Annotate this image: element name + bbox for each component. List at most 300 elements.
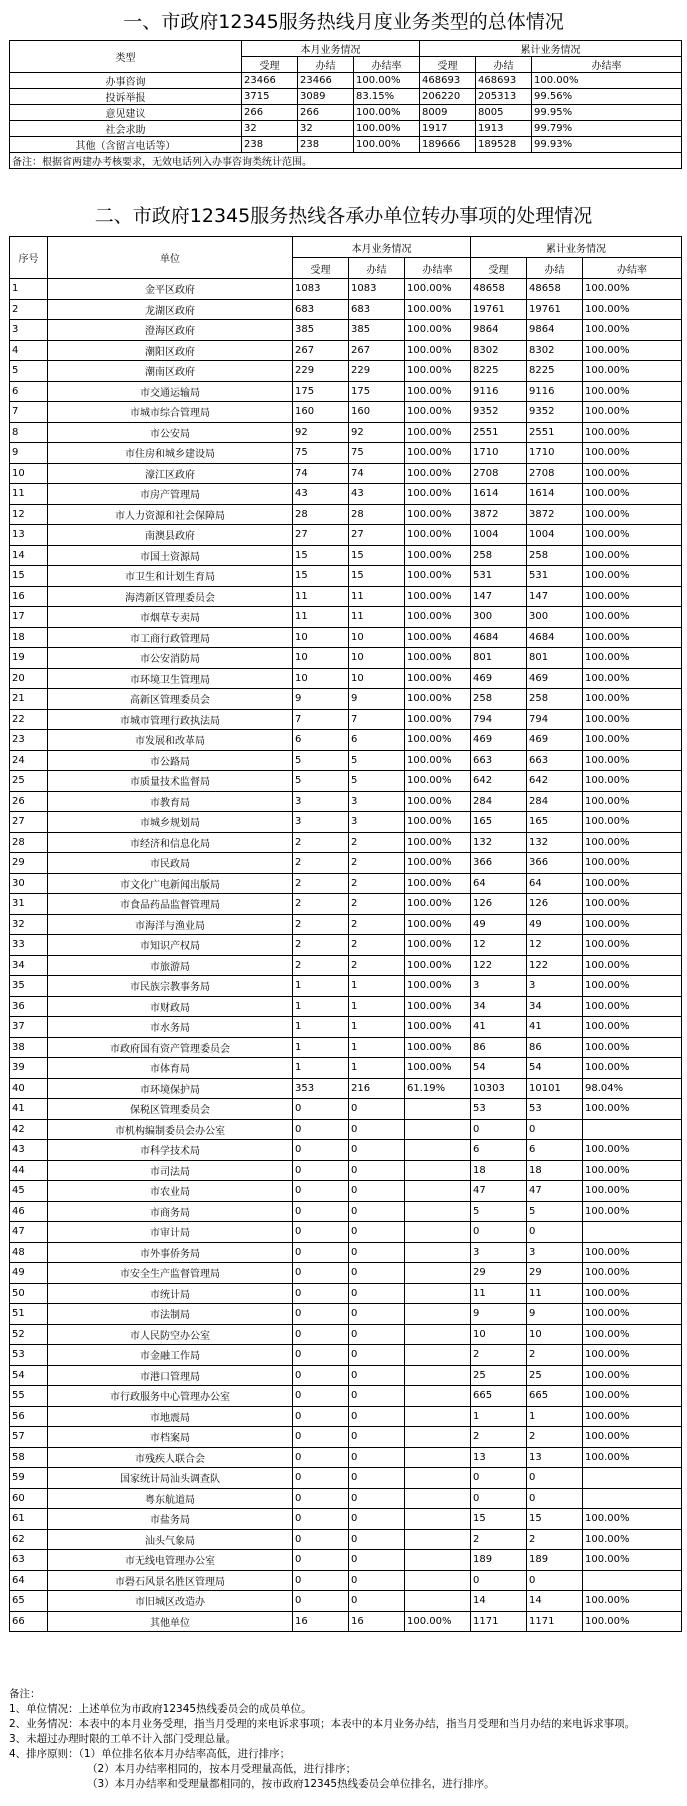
cell-month-handled: 28 — [349, 504, 405, 525]
cell-no: 24 — [10, 750, 48, 771]
cell-month-handled: 0 — [349, 1386, 405, 1407]
cell-cum-received: 206220 — [420, 89, 476, 105]
cell-month-rate — [405, 1570, 471, 1591]
cell-month-rate — [405, 1263, 471, 1284]
cell-month-received: 1 — [293, 1037, 349, 1058]
cell-month-handled: 160 — [349, 402, 405, 423]
cell-no: 14 — [10, 545, 48, 566]
cell-month-received: 0 — [293, 1283, 349, 1304]
cell-cum-received: 3 — [471, 976, 527, 997]
cell-cum-rate: 100.00% — [583, 340, 682, 361]
cell-month-rate: 100.00% — [405, 361, 471, 382]
cell-cum-received: 469 — [471, 730, 527, 751]
cell-cum-received: 9864 — [471, 320, 527, 341]
cell-month-handled: 0 — [349, 1099, 405, 1120]
cell-cum-received: 189 — [471, 1550, 527, 1571]
cell-month-rate — [405, 1304, 471, 1325]
cell-month-received: 0 — [293, 1099, 349, 1120]
cell-unit: 市地震局 — [48, 1406, 293, 1427]
cell-month-received: 267 — [293, 340, 349, 361]
cell-cum-handled: 205313 — [476, 89, 532, 105]
table-row — [10, 279, 682, 300]
cell-no: 17 — [10, 607, 48, 628]
cell-month-handled: 0 — [349, 1181, 405, 1202]
cell-cum-rate: 100.00% — [583, 853, 682, 874]
cell-cum-rate: 100.00% — [583, 1529, 682, 1550]
unit-handling-table — [9, 236, 682, 1632]
cell-month-rate: 100.00% — [354, 137, 420, 153]
cell-cum-received: 9 — [471, 1304, 527, 1325]
header-received: 受理 — [242, 57, 298, 73]
cell-cum-received: 531 — [471, 566, 527, 587]
cell-cum-handled: 284 — [527, 791, 583, 812]
cell-month-received: 0 — [293, 1427, 349, 1448]
cell-month-rate: 100.00% — [405, 976, 471, 997]
cell-cum-received: 0 — [471, 1119, 527, 1140]
cell-cum-handled: 15 — [527, 1509, 583, 1530]
cell-cum-handled: 801 — [527, 648, 583, 669]
table-row — [10, 525, 682, 546]
cell-unit: 市发展和改革局 — [48, 730, 293, 751]
cell-cum-handled: 3 — [527, 976, 583, 997]
cell-cum-received: 11 — [471, 1283, 527, 1304]
cell-cum-rate: 100.00% — [583, 648, 682, 669]
cell-cum-rate: 100.00% — [583, 1386, 682, 1407]
cell-no: 58 — [10, 1447, 48, 1468]
cell-no: 9 — [10, 443, 48, 464]
cell-cum-handled: 8225 — [527, 361, 583, 382]
cell-no: 4 — [10, 340, 48, 361]
cell-month-rate: 100.00% — [405, 709, 471, 730]
cell-cum-handled: 189528 — [476, 137, 532, 153]
cell-month-handled: 229 — [349, 361, 405, 382]
table-row — [10, 1078, 682, 1099]
cell-cum-handled: 126 — [527, 894, 583, 915]
cell-cum-handled: 663 — [527, 750, 583, 771]
cell-cum-handled: 132 — [527, 832, 583, 853]
cell-month-received: 0 — [293, 1304, 349, 1325]
header-cum-group: 累计业务情况 — [420, 41, 682, 57]
cell-no: 19 — [10, 648, 48, 669]
cell-month-received: 10 — [293, 668, 349, 689]
table-row — [10, 1283, 682, 1304]
cell-cum-handled: 11 — [527, 1283, 583, 1304]
cell-month-received: 0 — [293, 1550, 349, 1571]
cell-cum-rate: 100.00% — [583, 525, 682, 546]
cell-cum-received: 53 — [471, 1099, 527, 1120]
table-row — [10, 1201, 682, 1222]
cell-cum-received: 2 — [471, 1345, 527, 1366]
cell-no: 47 — [10, 1222, 48, 1243]
cell-unit: 市公安局 — [48, 422, 293, 443]
cell-cum-rate: 100.00% — [583, 1058, 682, 1079]
header-month-group: 本月业务情况 — [293, 237, 471, 258]
header-received: 受理 — [420, 57, 476, 73]
cell-cum-handled: 3872 — [527, 504, 583, 525]
cell-no: 33 — [10, 935, 48, 956]
cell-no: 7 — [10, 402, 48, 423]
cell-month-received: 0 — [293, 1242, 349, 1263]
cell-cum-received: 47 — [471, 1181, 527, 1202]
cell-month-received: 0 — [293, 1181, 349, 1202]
cell-cum-handled: 9864 — [527, 320, 583, 341]
cell-month-received: 2 — [293, 955, 349, 976]
cell-no: 11 — [10, 484, 48, 505]
cell-month-handled: 10 — [349, 668, 405, 689]
cell-month-rate: 100.00% — [405, 1037, 471, 1058]
cell-cum-handled: 10 — [527, 1324, 583, 1345]
cell-month-rate: 100.00% — [405, 955, 471, 976]
cell-no: 59 — [10, 1468, 48, 1489]
cell-month-rate: 100.00% — [405, 586, 471, 607]
cell-cum-received: 1004 — [471, 525, 527, 546]
table-row — [10, 1160, 682, 1181]
cell-cum-received: 4684 — [471, 627, 527, 648]
cell-cum-handled: 258 — [527, 689, 583, 710]
cell-no: 44 — [10, 1160, 48, 1181]
cell-month-rate — [405, 1140, 471, 1161]
cell-cum-handled: 9352 — [527, 402, 583, 423]
cell-unit: 市审计局 — [48, 1222, 293, 1243]
cell-cum-received: 2 — [471, 1427, 527, 1448]
cell-unit: 市农业局 — [48, 1181, 293, 1202]
cell-cum-handled: 18 — [527, 1160, 583, 1181]
cell-cum-received: 132 — [471, 832, 527, 853]
table-row — [10, 402, 682, 423]
table-row — [10, 1406, 682, 1427]
table-row — [10, 689, 682, 710]
cell-cum-rate: 100.00% — [583, 1263, 682, 1284]
cell-cum-handled: 1171 — [527, 1611, 583, 1632]
cell-cum-rate: 100.00% — [583, 1160, 682, 1181]
cell-no: 31 — [10, 894, 48, 915]
cell-month-handled: 1 — [349, 1058, 405, 1079]
cell-month-handled: 0 — [349, 1468, 405, 1489]
cell-no: 18 — [10, 627, 48, 648]
cell-cum-received: 0 — [471, 1488, 527, 1509]
cell-month-handled: 9 — [349, 689, 405, 710]
cell-month-rate: 100.00% — [405, 996, 471, 1017]
cell-month-received: 0 — [293, 1447, 349, 1468]
table-row — [10, 381, 682, 402]
cell-month-rate: 100.00% — [405, 853, 471, 874]
table-row — [10, 1222, 682, 1243]
cell-cum-rate: 100.00% — [583, 607, 682, 628]
cell-month-received: 28 — [293, 504, 349, 525]
cell-month-handled: 1 — [349, 1037, 405, 1058]
cell-month-handled: 175 — [349, 381, 405, 402]
cell-month-received: 266 — [242, 105, 298, 121]
cell-no: 53 — [10, 1345, 48, 1366]
cell-month-rate — [405, 1406, 471, 1427]
cell-cum-rate: 100.00% — [583, 1304, 682, 1325]
table-row — [10, 1140, 682, 1161]
cell-cum-received: 665 — [471, 1386, 527, 1407]
table-row — [10, 750, 682, 771]
cell-month-rate: 100.00% — [405, 791, 471, 812]
cell-month-received: 175 — [293, 381, 349, 402]
cell-cum-received: 6 — [471, 1140, 527, 1161]
cell-month-rate — [405, 1386, 471, 1407]
cell-month-received: 3715 — [242, 89, 298, 105]
cell-cum-rate: 100.00% — [583, 1201, 682, 1222]
cell-cum-received: 165 — [471, 812, 527, 833]
cell-month-received: 0 — [293, 1529, 349, 1550]
cell-cum-handled: 642 — [527, 771, 583, 792]
cell-cum-rate: 100.00% — [583, 484, 682, 505]
cell-cum-handled: 2 — [527, 1427, 583, 1448]
cell-month-received: 0 — [293, 1386, 349, 1407]
cell-month-received: 2 — [293, 935, 349, 956]
cell-cum-rate: 100.00% — [583, 1406, 682, 1427]
cell-unit: 国家统计局汕头调查队 — [48, 1468, 293, 1489]
cell-no: 66 — [10, 1611, 48, 1632]
table-row — [10, 1058, 682, 1079]
table-row — [10, 299, 682, 320]
cell-cum-handled: 1710 — [527, 443, 583, 464]
table-row — [10, 1099, 682, 1120]
cell-no: 23 — [10, 730, 48, 751]
table-row — [10, 504, 682, 525]
note-line: 1、单位情况：上述单位为市政府12345热线委员会的成员单位。 — [9, 1703, 312, 1715]
cell-cum-received: 19761 — [471, 299, 527, 320]
table-row — [10, 443, 682, 464]
table-row — [10, 935, 682, 956]
cell-cum-handled: 189 — [527, 1550, 583, 1571]
cell-cum-received: 13 — [471, 1447, 527, 1468]
cell-unit: 市交通运输局 — [48, 381, 293, 402]
cell-month-rate: 100.00% — [405, 935, 471, 956]
cell-month-handled: 0 — [349, 1304, 405, 1325]
table-row — [10, 1365, 682, 1386]
cell-no: 6 — [10, 381, 48, 402]
cell-month-received: 238 — [242, 137, 298, 153]
cell-month-rate: 100.00% — [405, 545, 471, 566]
cell-no: 64 — [10, 1570, 48, 1591]
cell-unit: 市外事侨务局 — [48, 1242, 293, 1263]
cell-unit: 市无线电管理办公室 — [48, 1550, 293, 1571]
header-rate: 办结率 — [583, 258, 682, 279]
cell-cum-received: 9116 — [471, 381, 527, 402]
cell-cum-handled: 47 — [527, 1181, 583, 1202]
cell-month-rate — [405, 1550, 471, 1571]
table-row — [10, 1263, 682, 1284]
cell-cum-rate — [583, 1488, 682, 1509]
cell-no: 15 — [10, 566, 48, 587]
table-row — [10, 566, 682, 587]
cell-month-handled: 267 — [349, 340, 405, 361]
table-row — [10, 1386, 682, 1407]
cell-no: 49 — [10, 1263, 48, 1284]
cell-unit: 市食品药品监督管理局 — [48, 894, 293, 915]
cell-cum-handled: 3 — [527, 1242, 583, 1263]
cell-cum-rate: 100.00% — [583, 955, 682, 976]
cell-month-handled: 10 — [349, 648, 405, 669]
table-row — [10, 996, 682, 1017]
cell-cum-received: 1171 — [471, 1611, 527, 1632]
header-rate: 办结率 — [405, 258, 471, 279]
section1-note: 备注：根据省两建办考核要求，无效电话列入办事咨询类统计范围。 — [10, 153, 682, 169]
cell-no: 48 — [10, 1242, 48, 1263]
cell-cum-received: 8302 — [471, 340, 527, 361]
cell-month-handled: 3 — [349, 791, 405, 812]
cell-unit: 市环境保护局 — [48, 1078, 293, 1099]
cell-month-handled: 2 — [349, 894, 405, 915]
cell-unit: 市科学技术局 — [48, 1140, 293, 1161]
table-row — [10, 771, 682, 792]
cell-cum-handled: 48658 — [527, 279, 583, 300]
cell-month-handled: 75 — [349, 443, 405, 464]
cell-month-received: 0 — [293, 1119, 349, 1140]
cell-unit: 市烟草专卖局 — [48, 607, 293, 628]
cell-cum-rate: 99.56% — [532, 89, 682, 105]
cell-cum-rate: 100.00% — [583, 279, 682, 300]
cell-cum-rate — [583, 1119, 682, 1140]
cell-cum-handled: 29 — [527, 1263, 583, 1284]
cell-month-rate: 100.00% — [405, 525, 471, 546]
cell-cum-received: 0 — [471, 1222, 527, 1243]
cell-month-rate — [405, 1283, 471, 1304]
cell-month-received: 9 — [293, 689, 349, 710]
cell-cum-received: 1710 — [471, 443, 527, 464]
cell-cum-rate: 100.00% — [583, 1242, 682, 1263]
cell-month-received: 6 — [293, 730, 349, 751]
cell-month-handled: 11 — [349, 586, 405, 607]
cell-unit: 龙湖区政府 — [48, 299, 293, 320]
cell-cum-rate: 99.93% — [532, 137, 682, 153]
cell-month-received: 92 — [293, 422, 349, 443]
cell-cum-rate: 100.00% — [583, 361, 682, 382]
cell-cum-handled: 258 — [527, 545, 583, 566]
table-row — [10, 627, 682, 648]
cell-month-handled: 2 — [349, 955, 405, 976]
cell-cum-received: 126 — [471, 894, 527, 915]
table-row — [10, 955, 682, 976]
cell-month-received: 0 — [293, 1345, 349, 1366]
cell-cum-rate: 100.00% — [583, 935, 682, 956]
cell-cum-received: 34 — [471, 996, 527, 1017]
cell-cum-received: 147 — [471, 586, 527, 607]
cell-month-rate — [405, 1591, 471, 1612]
cell-no: 56 — [10, 1406, 48, 1427]
cell-cum-rate: 100.00% — [583, 791, 682, 812]
cell-cum-handled: 0 — [527, 1468, 583, 1489]
note-line: 4、排序原则：（1）单位排名依本月办结率高低，进行排序； — [9, 1748, 291, 1760]
table-row — [10, 607, 682, 628]
cell-unit: 市人民防空办公室 — [48, 1324, 293, 1345]
cell-cum-received: 794 — [471, 709, 527, 730]
cell-month-received: 7 — [293, 709, 349, 730]
cell-month-handled: 74 — [349, 463, 405, 484]
cell-cum-rate: 100.00% — [583, 1447, 682, 1468]
cell-unit: 市商务局 — [48, 1201, 293, 1222]
cell-month-handled: 0 — [349, 1529, 405, 1550]
cell-no: 52 — [10, 1324, 48, 1345]
cell-cum-handled: 8005 — [476, 105, 532, 121]
cell-unit: 市水务局 — [48, 1017, 293, 1038]
cell-cum-rate: 100.00% — [583, 545, 682, 566]
cell-cum-received: 258 — [471, 689, 527, 710]
table-row — [10, 1611, 682, 1632]
cell-month-received: 1 — [293, 1058, 349, 1079]
cell-month-rate — [405, 1324, 471, 1345]
cell-month-handled: 385 — [349, 320, 405, 341]
cell-month-received: 1 — [293, 976, 349, 997]
cell-cum-rate: 100.00% — [583, 976, 682, 997]
cell-cum-received: 189666 — [420, 137, 476, 153]
cell-unit: 市教育局 — [48, 791, 293, 812]
table-row — [10, 730, 682, 751]
cell-month-handled: 27 — [349, 525, 405, 546]
footnotes — [9, 1687, 681, 1792]
cell-cum-rate: 98.04% — [583, 1078, 682, 1099]
table-row — [10, 873, 682, 894]
cell-month-received: 2 — [293, 873, 349, 894]
cell-cum-received: 49 — [471, 914, 527, 935]
cell-cum-handled: 468693 — [476, 73, 532, 89]
cell-month-rate: 100.00% — [405, 607, 471, 628]
cell-unit: 市经济和信息化局 — [48, 832, 293, 853]
cell-cum-rate: 100.00% — [583, 750, 682, 771]
cell-cum-rate: 99.95% — [532, 105, 682, 121]
cell-cum-rate: 100.00% — [583, 504, 682, 525]
cell-cum-rate: 99.79% — [532, 121, 682, 137]
cell-cum-rate — [583, 1468, 682, 1489]
table-row — [10, 361, 682, 382]
section2-title: 二、市政府12345服务热线各承办单位转办事项的处理情况 — [94, 205, 593, 227]
cell-cum-received: 48658 — [471, 279, 527, 300]
cell-month-received: 0 — [293, 1140, 349, 1161]
cell-cum-handled: 2 — [527, 1529, 583, 1550]
table-row — [10, 1509, 682, 1530]
cell-no: 51 — [10, 1304, 48, 1325]
cell-unit: 汕头气象局 — [48, 1529, 293, 1550]
cell-month-rate: 100.00% — [405, 668, 471, 689]
cell-cum-handled: 300 — [527, 607, 583, 628]
cell-cum-handled: 19761 — [527, 299, 583, 320]
cell-unit: 市司法局 — [48, 1160, 293, 1181]
table-row — [10, 812, 682, 833]
cell-month-rate — [405, 1242, 471, 1263]
cell-unit: 市盐务局 — [48, 1509, 293, 1530]
table-row — [10, 1427, 682, 1448]
cell-month-rate: 100.00% — [405, 812, 471, 833]
cell-cum-received: 14 — [471, 1591, 527, 1612]
cell-month-rate: 100.00% — [405, 340, 471, 361]
table-row — [10, 484, 682, 505]
cell-month-received: 229 — [293, 361, 349, 382]
cell-no: 43 — [10, 1140, 48, 1161]
cell-month-rate: 100.00% — [405, 320, 471, 341]
cell-no: 60 — [10, 1488, 48, 1509]
header-type: 类型 — [10, 41, 242, 73]
cell-month-handled: 15 — [349, 566, 405, 587]
cell-cum-received: 25 — [471, 1365, 527, 1386]
note-line: 2、业务情况：本表中的本月业务受理，指当月受理的来电诉求事项；本表中的本月业务办结，指当月受理和当月办结的来电诉求事项。 — [9, 1718, 636, 1730]
cell-cum-handled: 0 — [527, 1222, 583, 1243]
cell-cum-handled: 0 — [527, 1119, 583, 1140]
cell-cum-rate: 100.00% — [583, 402, 682, 423]
cell-month-rate — [405, 1509, 471, 1530]
cell-month-received: 385 — [293, 320, 349, 341]
cell-cum-handled: 54 — [527, 1058, 583, 1079]
business-type-table — [9, 40, 682, 169]
cell-month-received: 0 — [293, 1406, 349, 1427]
cell-cum-received: 1614 — [471, 484, 527, 505]
cell-cum-rate: 100.00% — [583, 771, 682, 792]
cell-month-received: 0 — [293, 1324, 349, 1345]
cell-cum-handled: 1 — [527, 1406, 583, 1427]
